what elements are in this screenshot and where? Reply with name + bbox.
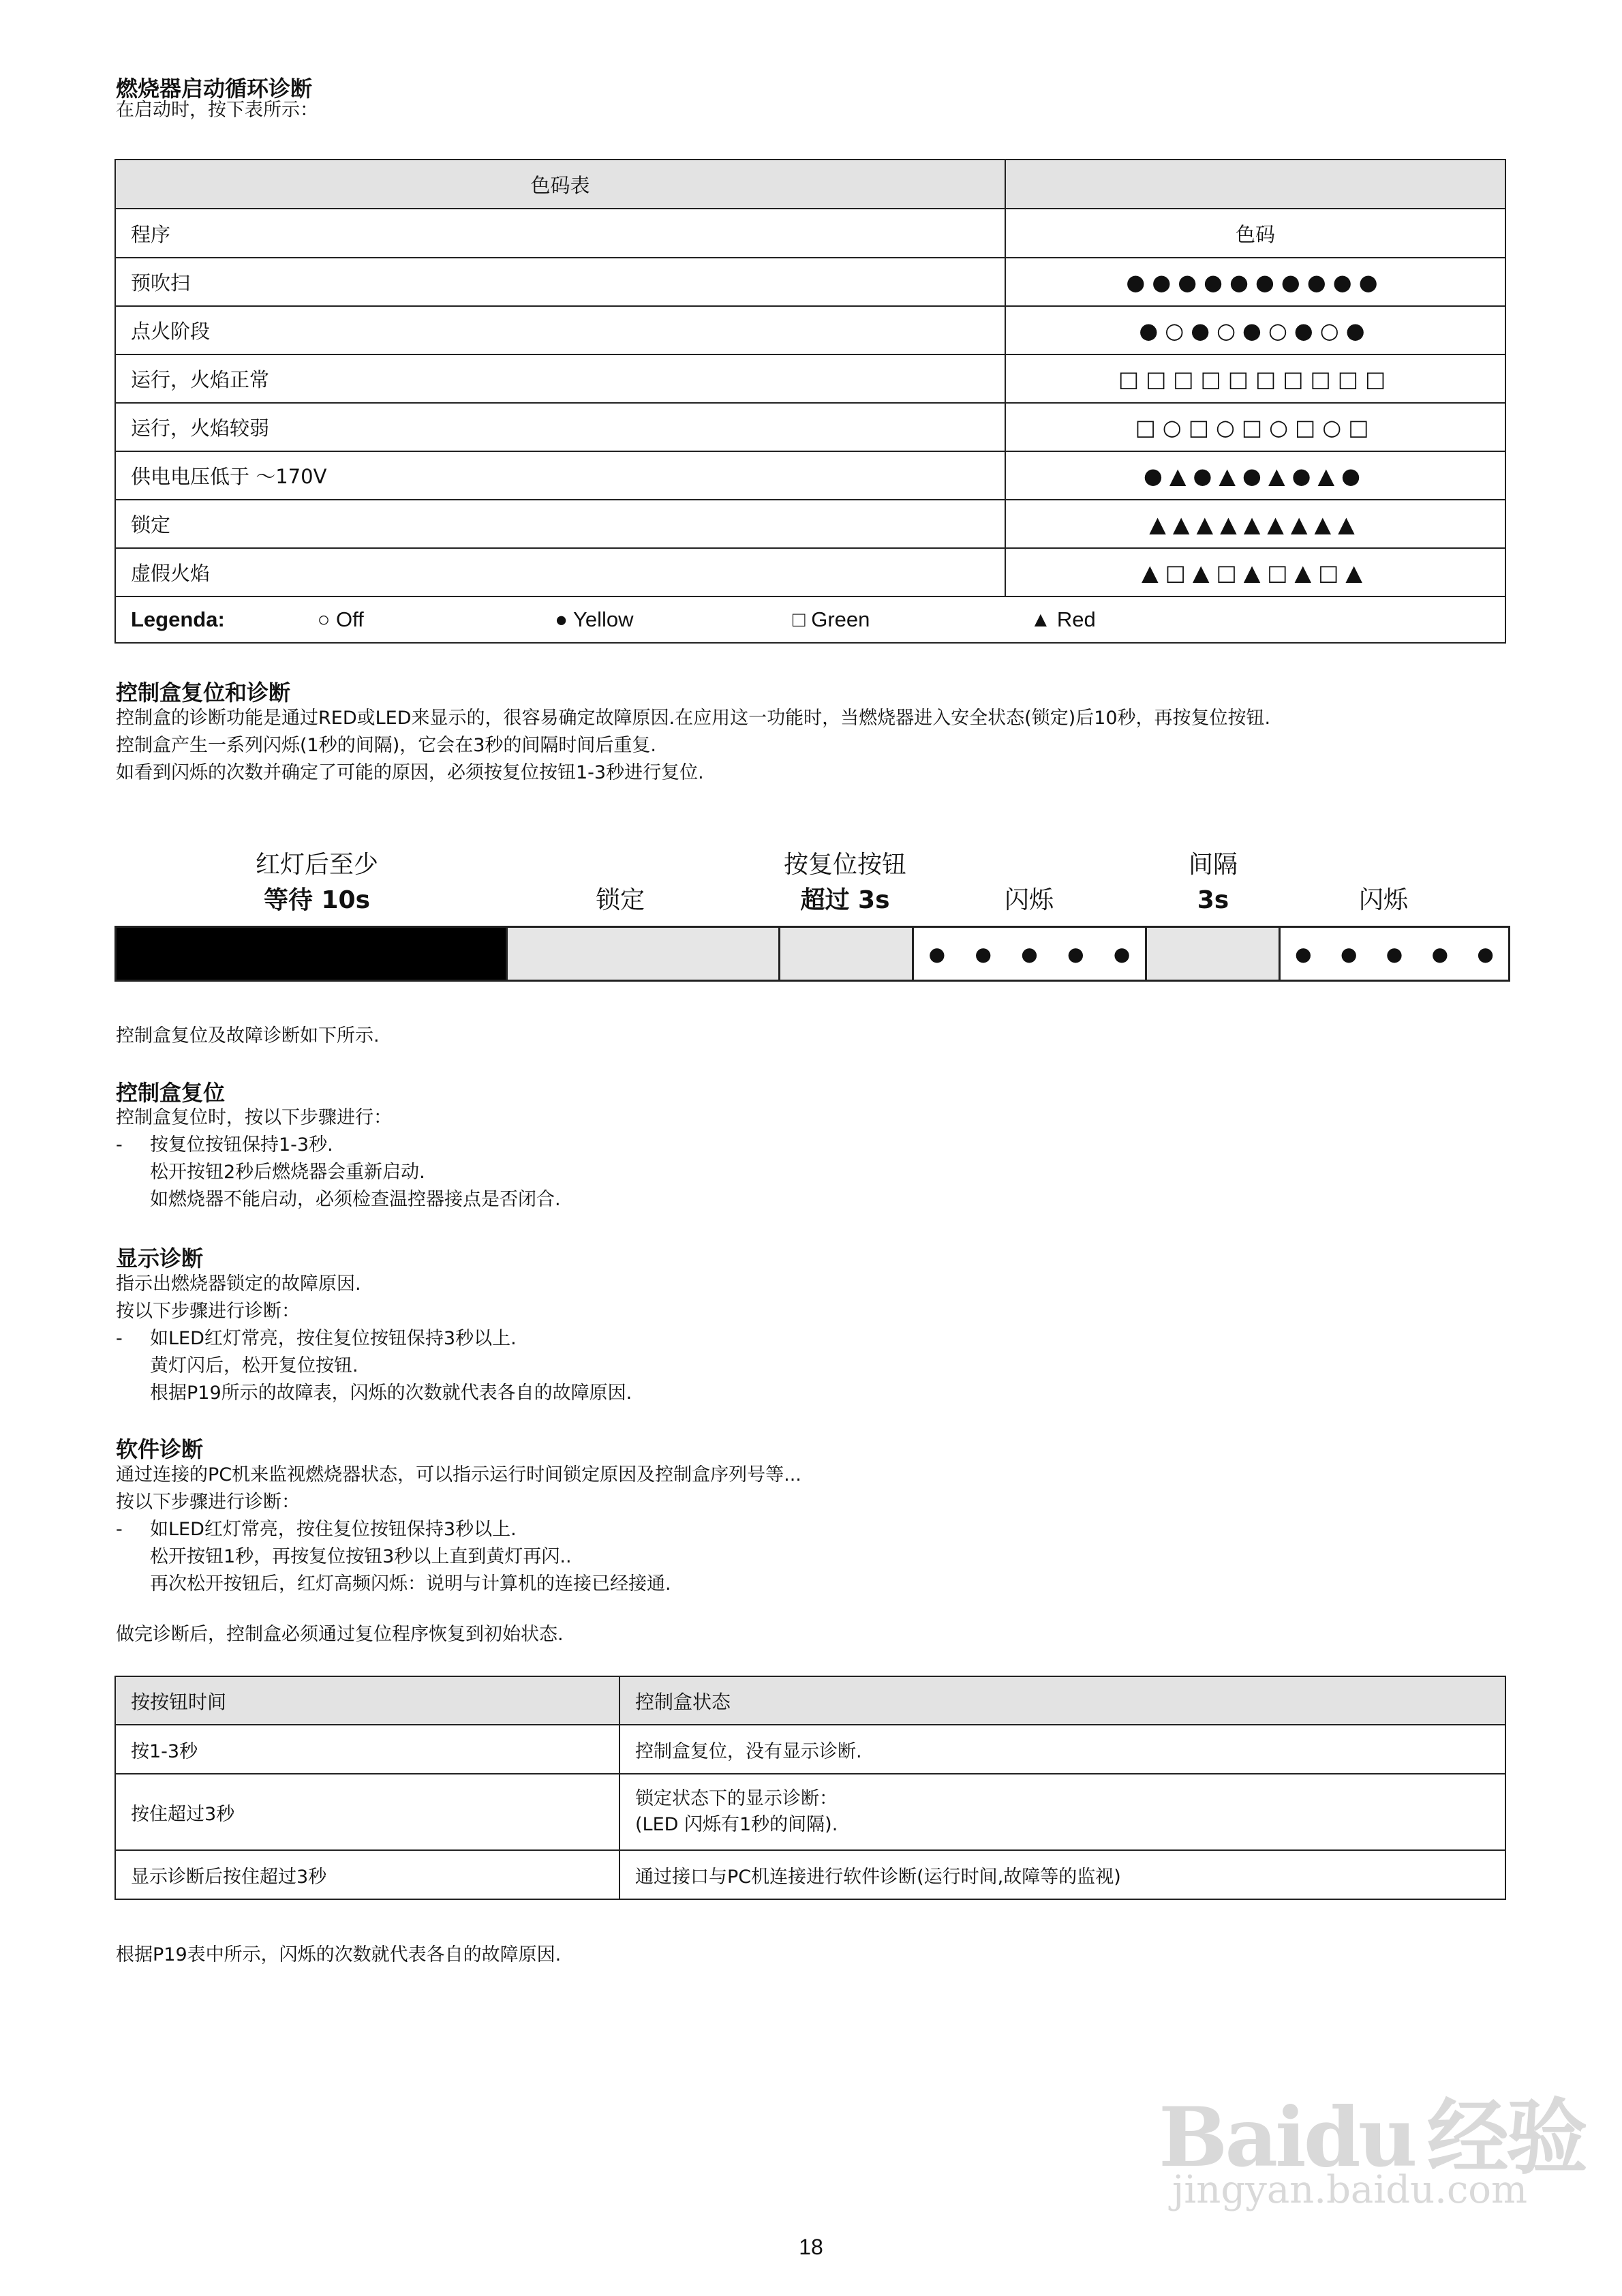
- flash-dot-icon: ●: [928, 942, 946, 965]
- row-code: □□□□□□□□□□: [1005, 354, 1505, 403]
- table-row: [115, 306, 1505, 354]
- timing-label-wait: 红灯后至少 等待 10s: [255, 851, 378, 914]
- flash-dot-icon: ●: [1431, 942, 1448, 965]
- step-line: 如燃烧器不能启动，必须检查温控器接点是否闭合.: [150, 1189, 561, 1210]
- flash-dot-icon: ●: [1386, 942, 1403, 965]
- square-outline-icon: □: [792, 607, 806, 631]
- cell-time: 按1-3秒: [115, 1725, 619, 1774]
- table-row: [115, 548, 1505, 596]
- step-line: 松开按钮2秒后燃烧器会重新启动.: [150, 1162, 425, 1183]
- cell-time: 显示诊断后按住超过3秒: [115, 1850, 619, 1899]
- legend-off: ○ Off: [317, 607, 364, 631]
- row-code: ●▲●▲●▲●▲●: [1005, 451, 1505, 500]
- flash-dot-icon: ●: [1113, 942, 1131, 965]
- timing-segment-wait: [117, 928, 508, 980]
- triangle-filled-icon: ▲: [1030, 607, 1052, 631]
- table-header-left: 色码表: [115, 160, 1005, 209]
- row-code: ▲▲▲▲▲▲▲▲▲: [1005, 500, 1505, 548]
- table-header-right: [1005, 160, 1505, 209]
- timing-segment-press: [780, 928, 914, 980]
- circle-filled-icon: ●: [555, 607, 568, 631]
- row-code: ●○●○●○●○●: [1005, 306, 1505, 354]
- section-title-software: 软件诊断: [116, 1436, 204, 1462]
- col-control-state: 控制盒状态: [619, 1676, 1505, 1725]
- table-row: [115, 354, 1505, 403]
- table-row: [115, 258, 1505, 306]
- cell-time: 按住超过3秒: [115, 1774, 619, 1850]
- page-number: 18: [799, 2235, 823, 2259]
- timing-note: 控制盒复位及故障诊断如下所示.: [116, 1025, 380, 1046]
- table-row: [115, 1850, 1505, 1899]
- legend-title: Legenda:: [131, 607, 225, 631]
- dash-bullet: -: [116, 1134, 123, 1155]
- timing-diagram: [114, 926, 1510, 982]
- flash-dot-icon: ●: [975, 942, 992, 965]
- circle-outline-icon: ○: [317, 607, 331, 631]
- paragraph-line: 控制盒产生一系列闪烁(1秒的间隔)，它会在3秒的间隔时间后重复.: [116, 735, 657, 756]
- cell-state: 控制盒复位，没有显示诊断.: [619, 1725, 1505, 1774]
- table-row: [115, 1725, 1505, 1774]
- dash-bullet: -: [116, 1519, 123, 1540]
- col-code: 色码: [1005, 209, 1505, 258]
- flash-dot-icon: ●: [1021, 942, 1038, 965]
- step-line: 按复位按钮保持1-3秒.: [150, 1134, 333, 1155]
- section-title-display: 显示诊断: [116, 1245, 204, 1271]
- timing-label-flash-b: 闪烁: [1358, 886, 1408, 914]
- timing-label-interval: 间隔 3s: [1188, 851, 1238, 914]
- legend-red: ▲ Red: [1030, 607, 1096, 631]
- row-code: ●●●●●●●●●●: [1005, 258, 1505, 306]
- dash-bullet: -: [116, 1328, 123, 1349]
- timing-segment-interval: [1147, 928, 1281, 980]
- row-code: □○□○□○□○□: [1005, 403, 1505, 451]
- paragraph-line: 控制盒的诊断功能是通过RED或LED来显示的，很容易确定故障原因.在应用这一功能时，当燃烧器进入安全状态(锁定)后10秒，再按复位按钮.: [116, 708, 1271, 729]
- software-line: 通过连接的PC机来监视燃烧器状态，可以指示运行时间锁定原因及控制盒序列号等...: [116, 1464, 801, 1485]
- timing-label-flash-a: 闪烁: [1004, 886, 1054, 914]
- col-button-time: 按按钮时间: [115, 1676, 619, 1725]
- reset-intro: 控制盒复位时，按以下步骤进行：: [116, 1107, 392, 1128]
- color-code-table: [114, 159, 1506, 644]
- timing-segment-flash-a: [914, 928, 1147, 980]
- timing-segment-lock: [508, 928, 780, 980]
- section-title-startup: 燃烧器启动循环诊断: [116, 76, 313, 102]
- watermark-logo: Baidu 经验: [1159, 2089, 1585, 2186]
- table-row: [115, 403, 1505, 451]
- timing-label-lock: 锁定: [595, 886, 645, 914]
- row-label: 锁定: [115, 500, 1005, 548]
- button-time-table: [114, 1676, 1506, 1900]
- table-row: [115, 1774, 1505, 1850]
- display-line: 按以下步骤进行诊断：: [116, 1301, 300, 1322]
- display-body: [116, 1271, 1479, 1407]
- timing-segment-flash-b: [1281, 928, 1508, 980]
- row-code: ▲□▲□▲□▲□▲: [1005, 548, 1505, 596]
- flash-dot-icon: ●: [1295, 942, 1312, 965]
- reset-body: [116, 1104, 1479, 1213]
- col-program: 程序: [115, 209, 1005, 258]
- section-title-reset: 控制盒复位: [116, 1080, 226, 1106]
- after-software-note: 做完诊断后，控制盒必须通过复位程序恢复到初始状态.: [116, 1624, 564, 1645]
- row-label: 虚假火焰: [115, 548, 1005, 596]
- table-row: [115, 500, 1505, 548]
- step-line: 黄灯闪后，松开复位按钮.: [150, 1355, 358, 1376]
- table-row: [115, 451, 1505, 500]
- row-label: 运行，火焰较弱: [115, 403, 1005, 451]
- step-line: 如LED红灯常亮，按住复位按钮保持3秒以上.: [150, 1519, 517, 1540]
- row-label: 供电电压低于 ～170V: [115, 451, 1005, 500]
- flash-dot-icon: ●: [1340, 942, 1358, 965]
- row-label: 运行，火焰正常: [115, 354, 1005, 403]
- legend-green: □ Green: [792, 607, 870, 631]
- display-line: 指示出燃烧器锁定的故障原因.: [116, 1273, 361, 1295]
- watermark-url: jingyan.baidu.com: [1172, 2168, 1528, 2212]
- section2-body: [116, 705, 1520, 787]
- row-label: 预吹扫: [115, 258, 1005, 306]
- timing-label-press: 按复位按钮 超过 3s: [783, 851, 906, 914]
- step-line: 松开按钮1秒，再按复位按钮3秒以上直到黄灯再闪..: [150, 1546, 572, 1567]
- step-line: 根据P19所示的故障表，闪烁的次数就代表各自的故障原因.: [150, 1383, 632, 1404]
- section-title-reset-diagnosis: 控制盒复位和诊断: [116, 680, 291, 706]
- paragraph-line: 如看到闪烁的次数并确定了可能的原因，必须按复位按钮1-3秒进行复位.: [116, 762, 704, 783]
- flash-dot-icon: ●: [1477, 942, 1494, 965]
- cell-state: 通过接口与PC机连接进行软件诊断(运行时间,故障等的监视): [619, 1850, 1505, 1899]
- software-line: 按以下步骤进行诊断：: [116, 1492, 300, 1513]
- legend-row: [115, 596, 1505, 643]
- section-intro: 在启动时，按下表所示：: [116, 100, 318, 121]
- step-line: 再次松开按钮后，红灯高频闪烁：说明与计算机的连接已经接通.: [150, 1573, 671, 1595]
- step-line: 如LED红灯常亮，按住复位按钮保持3秒以上.: [150, 1328, 517, 1349]
- row-label: 点火阶段: [115, 306, 1005, 354]
- flash-dot-icon: ●: [1067, 942, 1084, 965]
- legend-yellow: ● Yellow: [555, 607, 634, 631]
- footer-note: 根据P19表中所示，闪烁的次数就代表各自的故障原因.: [116, 1944, 562, 1965]
- software-body: [116, 1462, 1479, 1598]
- cell-state: 锁定状态下的显示诊断： (LED 闪烁有1秒的间隔).: [619, 1774, 1505, 1850]
